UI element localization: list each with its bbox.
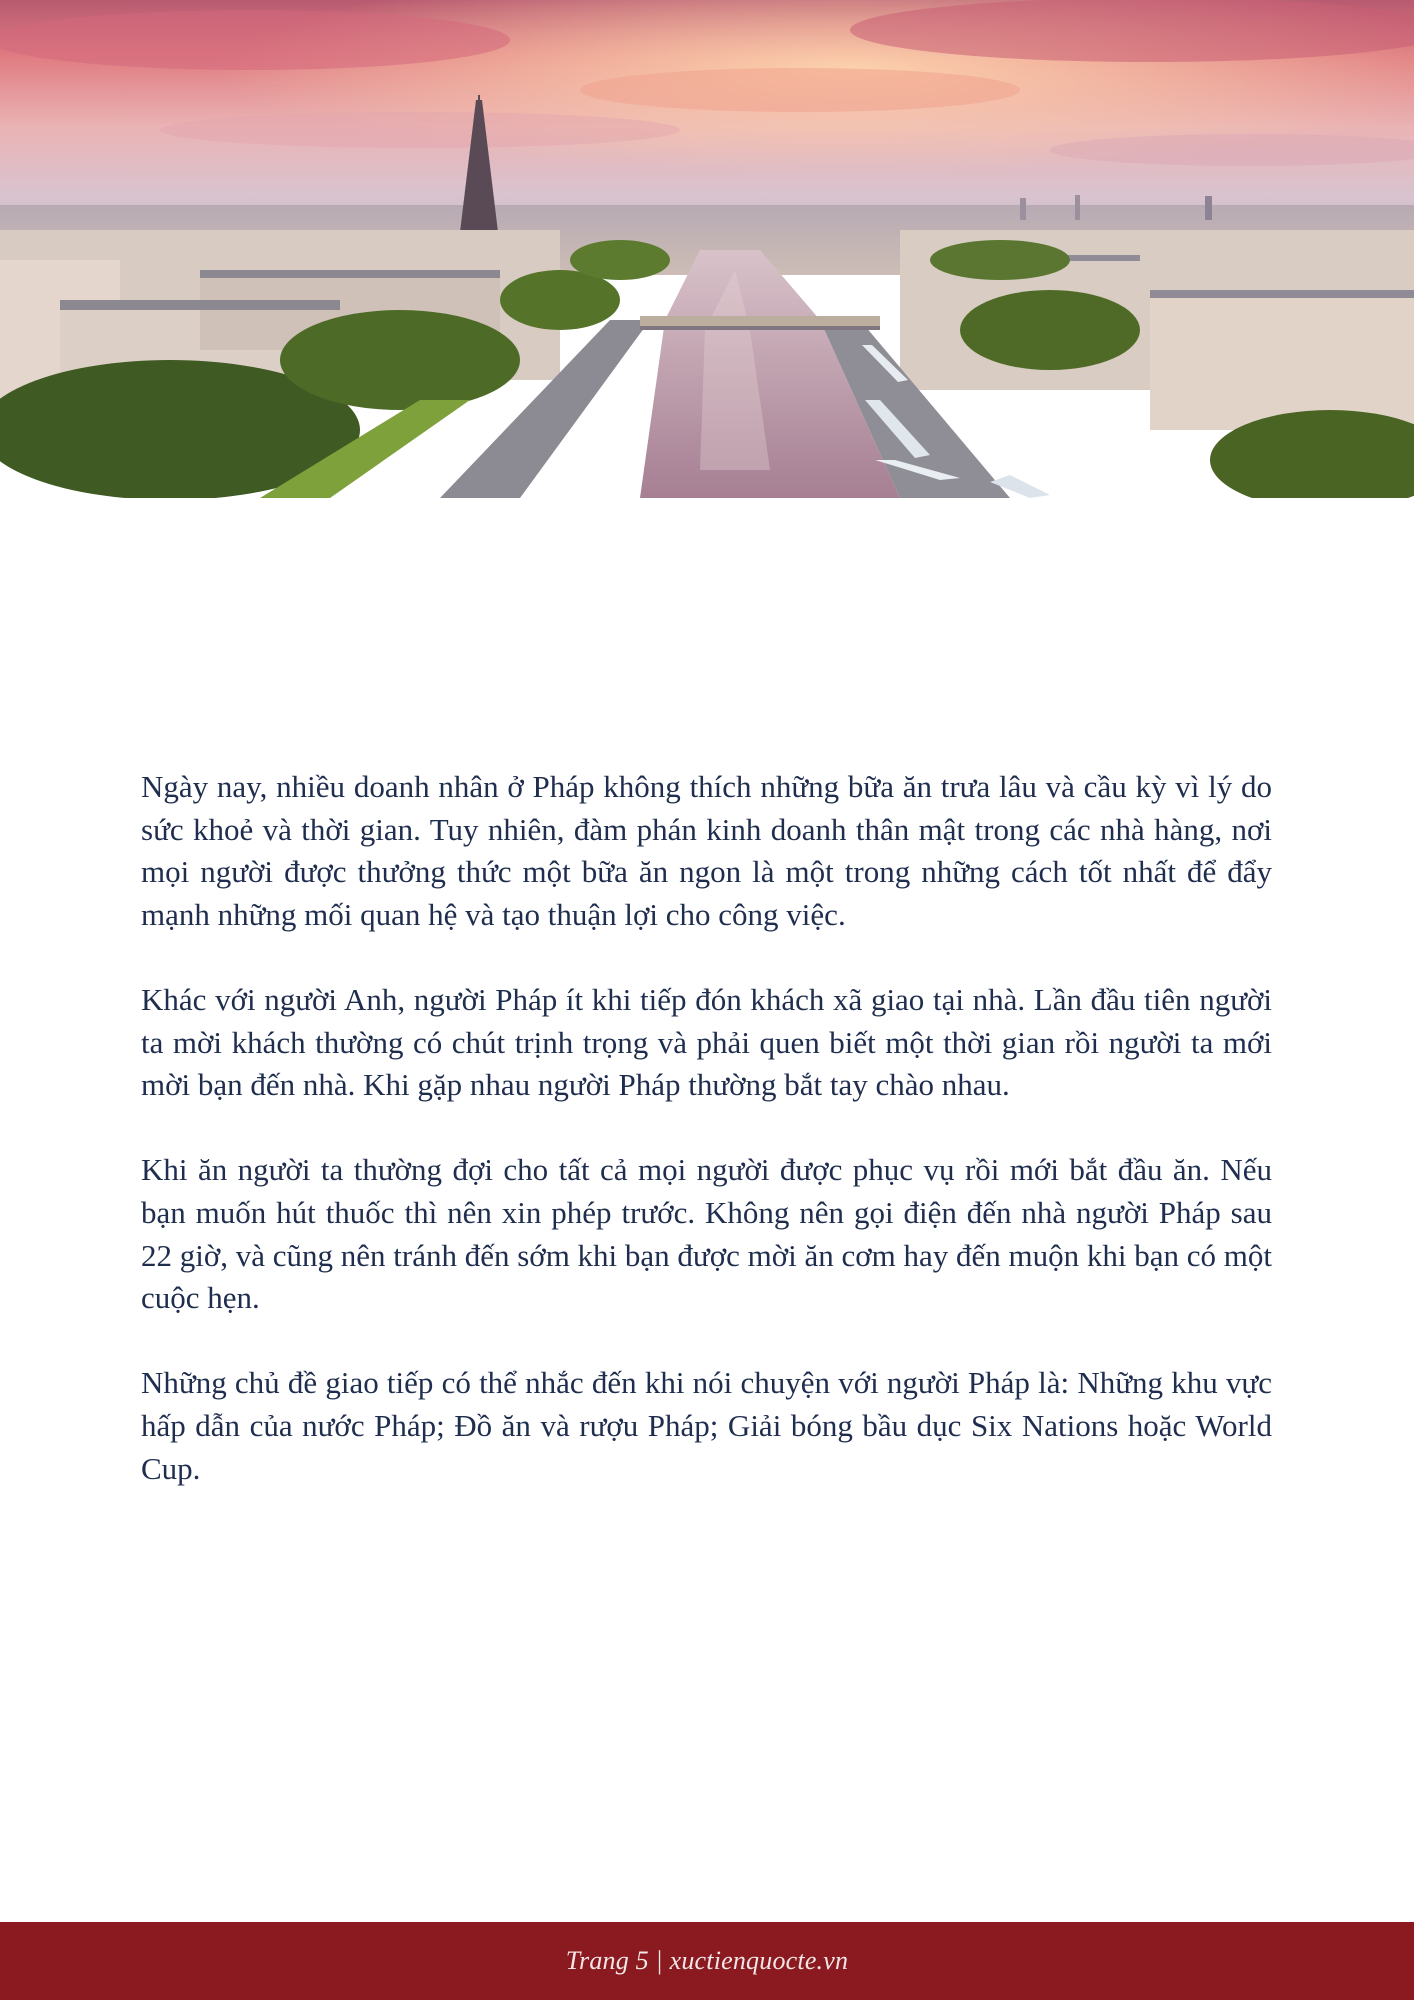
paragraph-1: Ngày nay, nhiều doanh nhân ở Pháp không thích những bữa ăn trưa lâu và cầu kỳ vì lý do sức khoẻ và thời gian. Tuy nhiên, đàm phán kinh doanh thân mật trong các nhà hàng, nơi mọi người được thưởng thức một bữa ăn ngon là một trong những cách tốt nhất để đẩy mạnh những mối quan hệ và tạo thuận lợi cho công việc. xyxy=(141,769,1272,932)
paragraph-2: Khác với người Anh, người Pháp ít khi tiếp đón khách xã giao tại nhà. Lần đầu tiên người ta mời khách thường có chút trịnh trọng và phải quen biết một thời gian rồi người ta mới mời bạn đến nhà. Khi gặp nhau người Pháp thường bắt tay chào nhau. xyxy=(141,981,1272,1103)
page-footer xyxy=(0,1922,1414,2000)
article-body xyxy=(141,766,1272,1533)
header-photo xyxy=(0,0,1414,498)
paragraph-4: Những chủ đề giao tiếp có thể nhắc đến khi nói chuyện với người Pháp là: Những khu vực hấp dẫn của nước Pháp; Đồ ăn và rượu Pháp; Giải bóng bầu dục Six Nations hoặc World Cup. xyxy=(141,1365,1272,1486)
paragraph-3: Khi ăn người ta thường đợi cho tất cả mọi người được phục vụ rồi mới bắt đầu ăn. Nếu bạn muốn hút thuốc thì nên xin phép trước. Không nên gọi điện đến nhà người Pháp sau 22 giờ, và cũng nên tránh đến sớm khi bạn được mời ăn cơm hay đến muộn khi bạn có một cuộc hẹn. xyxy=(141,1152,1273,1316)
footer-page-label: Trang 5 | xuctienquocte.vn xyxy=(565,1946,849,1975)
paris-skyline-image xyxy=(0,0,1414,498)
